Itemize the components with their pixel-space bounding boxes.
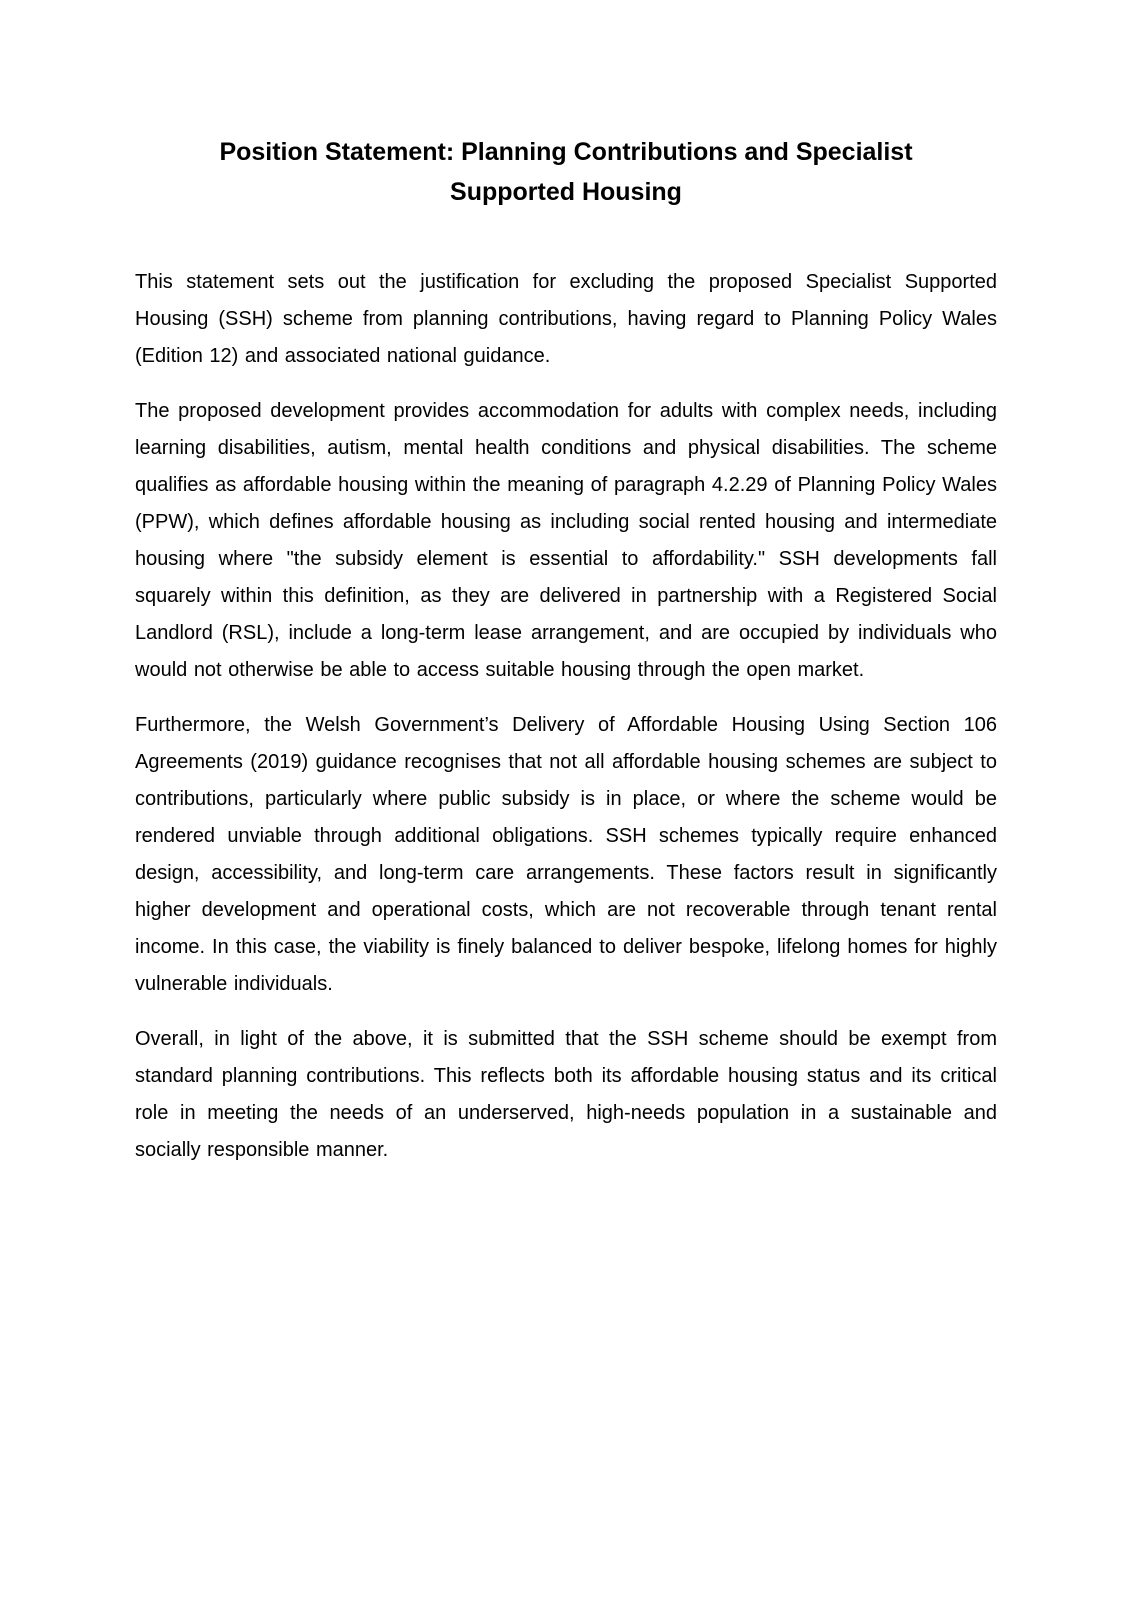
- paragraph-conclusion: Overall, in light of the above, it is submitted that the SSH scheme should be exempt from standard planning contributions. This reflects both its affordable housing status and its critical role in meeting the needs of an underserved, high-needs population in a sustainable and socially responsible manner.: [135, 1028, 997, 1161]
- document-title: [135, 132, 997, 212]
- paragraph-development-description: The proposed development provides accommodation for adults with complex needs, including learning disabilities, autism, mental health conditions and physical disabilities. The scheme qualifies as affordable housing within the meaning of paragraph 4.2.29 of Planning Policy Wales (PPW), which defines affordable housing as including social rented housing and intermediate housing where "the subsidy element is essential to affordability." SSH developments fall squarely within this definition, as they are delivered in partnership with a Registered Social Landlord (RSL), include a long-term lease arrangement, and are occupied by individuals who would not otherwise be able to access suitable housing through the open market.: [135, 400, 997, 681]
- document-title-line-2: Supported Housing: [450, 178, 682, 206]
- document-title-line-1: Position Statement: Planning Contributions and Specialist: [219, 138, 913, 166]
- paragraph-introduction: This statement sets out the justification for excluding the proposed Specialist Supported Housing (SSH) scheme from planning contributions, having regard to Planning Policy Wales (Edition 12) and associated national guidance.: [135, 271, 997, 367]
- paragraph-welsh-government-guidance: Furthermore, the Welsh Government’s Delivery of Affordable Housing Using Section 106 Agreements (2019) guidance recognises that not all affordable housing schemes are subject to contributions, particularly where public subsidy is in place, or where the scheme would be rendered unviable through additional obligations. SSH schemes typically require enhanced design, accessibility, and long-term care arrangements. These factors result in significantly higher development and operational costs, which are not recoverable through tenant rental income. In this case, the viability is finely balanced to deliver bespoke, lifelong homes for highly vulnerable individuals.: [135, 714, 997, 995]
